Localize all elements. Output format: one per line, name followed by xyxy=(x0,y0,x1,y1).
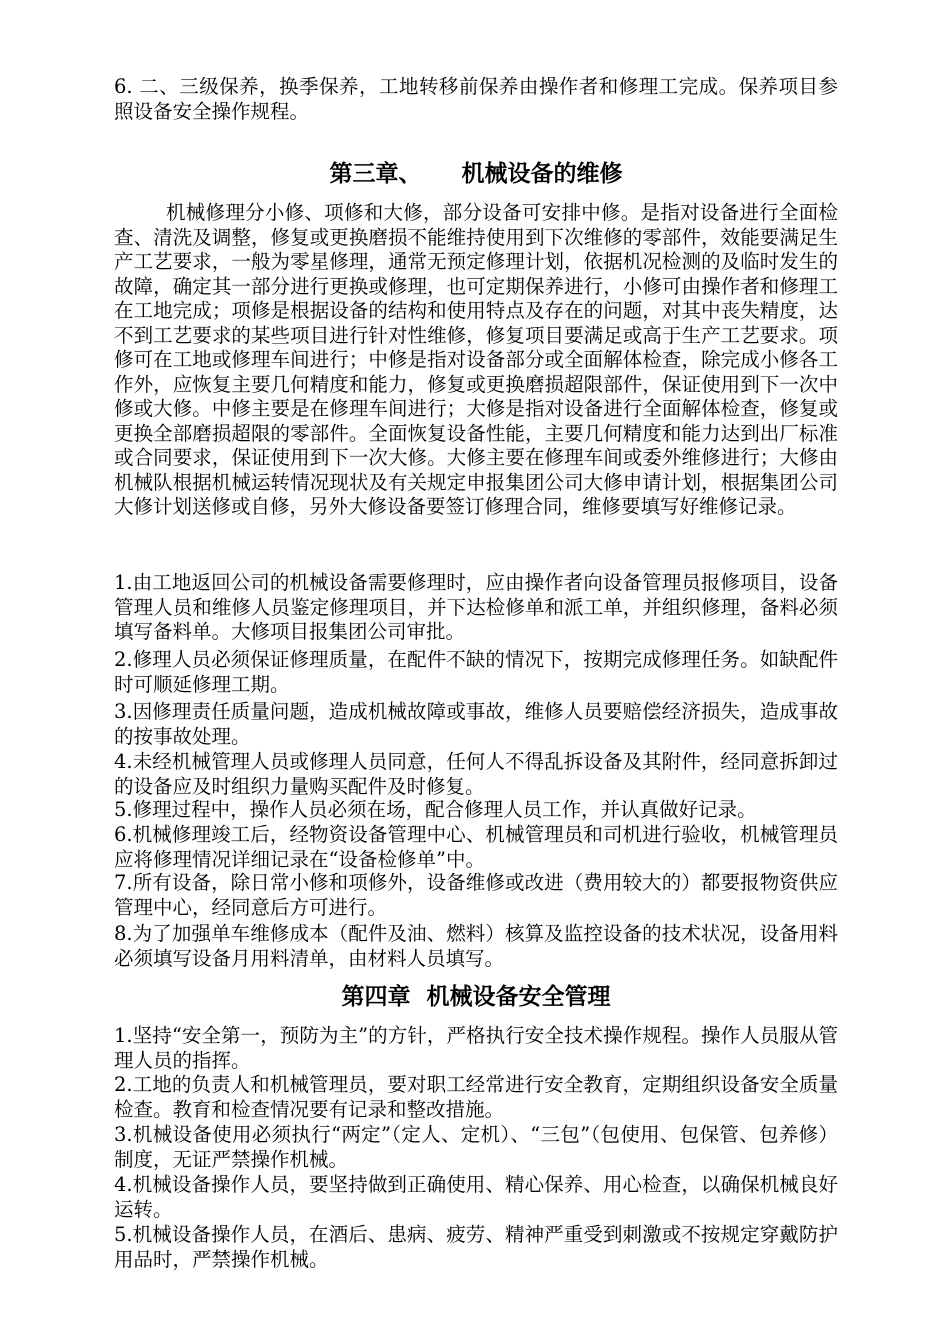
chapter-4-title xyxy=(114,983,838,1011)
chapter-4-item-4: 4.机械设备操作人员，要坚持做到正确使用、精心保养、用心检查，以确保机械良好运转。 xyxy=(114,1173,838,1221)
chapter-4-item-1: 1.坚持“安全第一，预防为主”的方针，严格执行安全技术操作规程。操作人员服从管理人员的指挥。 xyxy=(114,1024,838,1072)
chapter-3-body: 机械修理分小修、项修和大修，部分设备可安排中修。是指对设备进行全面检查、清洗及调整，修复或更换磨损不能维持使用到下次维修的零部件，效能要满足生产工艺要求，一般为零星修理，通常无预定修理计划，依据机况检测的及临时发生的故障，确定其一部分进行更换或修理，也可定期保养进行，小修可由操作者和修理工在工地完成；项修是根据设备的结构和使用特点及存在的问题，对其中丧失精度，达不到工艺要求的某些项目进行针对性维修，修复项目要满足或高于生产工艺要求。项修可在工地或修理车间进行；中修是指对设备部分或全面解体检查，除完成小修各工作外，应恢复主要几何精度和能力，修复或更换磨损超限部件，保证使用到下一次中修或大修。中修主要是在修理车间进行；大修是指对设备进行全面解体检查，修复或更换全部磨损超限的零部件。全面恢复设备性能，主要几何精度和能力达到出厂标准或合同要求，保证使用到下一次大修。大修主要在修理车间或委外维修进行；大修由机械队根据机械运转情况现状及有关规定申报集团公司大修申请计划，根据集团公司大修计划送修或自修，另外大修设备要签订修理合同，维修要填写好维修记录。 xyxy=(114,201,838,518)
chapter-4-number: 第四章 xyxy=(341,983,411,1010)
chapter-3-item-8: 8.为了加强单车维修成本（配件及油、燃料）核算及监控设备的技术状况，设备用料必须填写设备月用料清单，由材料人员填写。 xyxy=(114,922,838,970)
chapter-3-item-3: 3.因修理责任质量问题，造成机械故障或事故，维修人员要赔偿经济损失，造成事故的按事故处理。 xyxy=(114,700,838,748)
chapter-3-item-1: 1.由工地返回公司的机械设备需要修理时，应由操作者向设备管理员报修项目，设备管理人员和维修人员鉴定修理项目，并下达检修单和派工单，并组织修理，备料必须填写备料单。大修项目报集团公司审批。 xyxy=(114,571,838,643)
chapter-3-item-5: 5.修理过程中，操作人员必须在场，配合修理人员工作，并认真做好记录。 xyxy=(114,798,757,821)
chapter-4-item-2: 2.工地的负责人和机械管理员，要对职工经常进行安全教育，定期组织设备安全质量检查。教育和检查情况要有记录和整改措施。 xyxy=(114,1073,838,1121)
maintenance-item-6: 6. 二、三级保养，换季保养，工地转移前保养由操作者和修理工完成。保养项目参照设备安全操作规程。 xyxy=(114,75,838,123)
chapter-3-item-6: 6.机械修理竣工后，经物资设备管理中心、机械管理员和司机进行验收，机械管理员应将修理情况详细记录在“设备检修单”中。 xyxy=(114,823,838,871)
chapter-3-name: 机械设备的维修 xyxy=(461,160,623,187)
chapter-4-item-3: 3.机械设备使用必须执行“两定”（定人、定机）、“三包”（包使用、包保管、包养修）制度，无证严禁操作机械。 xyxy=(114,1123,838,1171)
chapter-3-item-7: 7.所有设备，除日常小修和项修外，设备维修或改进（费用较大的）都要报物资供应管理中心，经同意后方可进行。 xyxy=(114,871,838,919)
chapter-3-number: 第三章、 xyxy=(329,160,422,187)
chapter-4-name: 机械设备安全管理 xyxy=(426,983,611,1010)
chapter-3-item-2: 2.修理人员必须保证修理质量，在配件不缺的情况下，按期完成修理任务。如缺配件时可顺延修理工期。 xyxy=(114,648,838,696)
chapter-3-item-4: 4.未经机械管理人员或修理人员同意，任何人不得乱拆设备及其附件，经同意拆卸过的设备应及时组织力量购买配件及时修复。 xyxy=(114,750,838,798)
chapter-3-title xyxy=(114,160,838,188)
chapter-4-item-5: 5.机械设备操作人员，在酒后、患病、疲劳、精神严重受到刺激或不按规定穿戴防护用品时，严禁操作机械。 xyxy=(114,1223,838,1271)
